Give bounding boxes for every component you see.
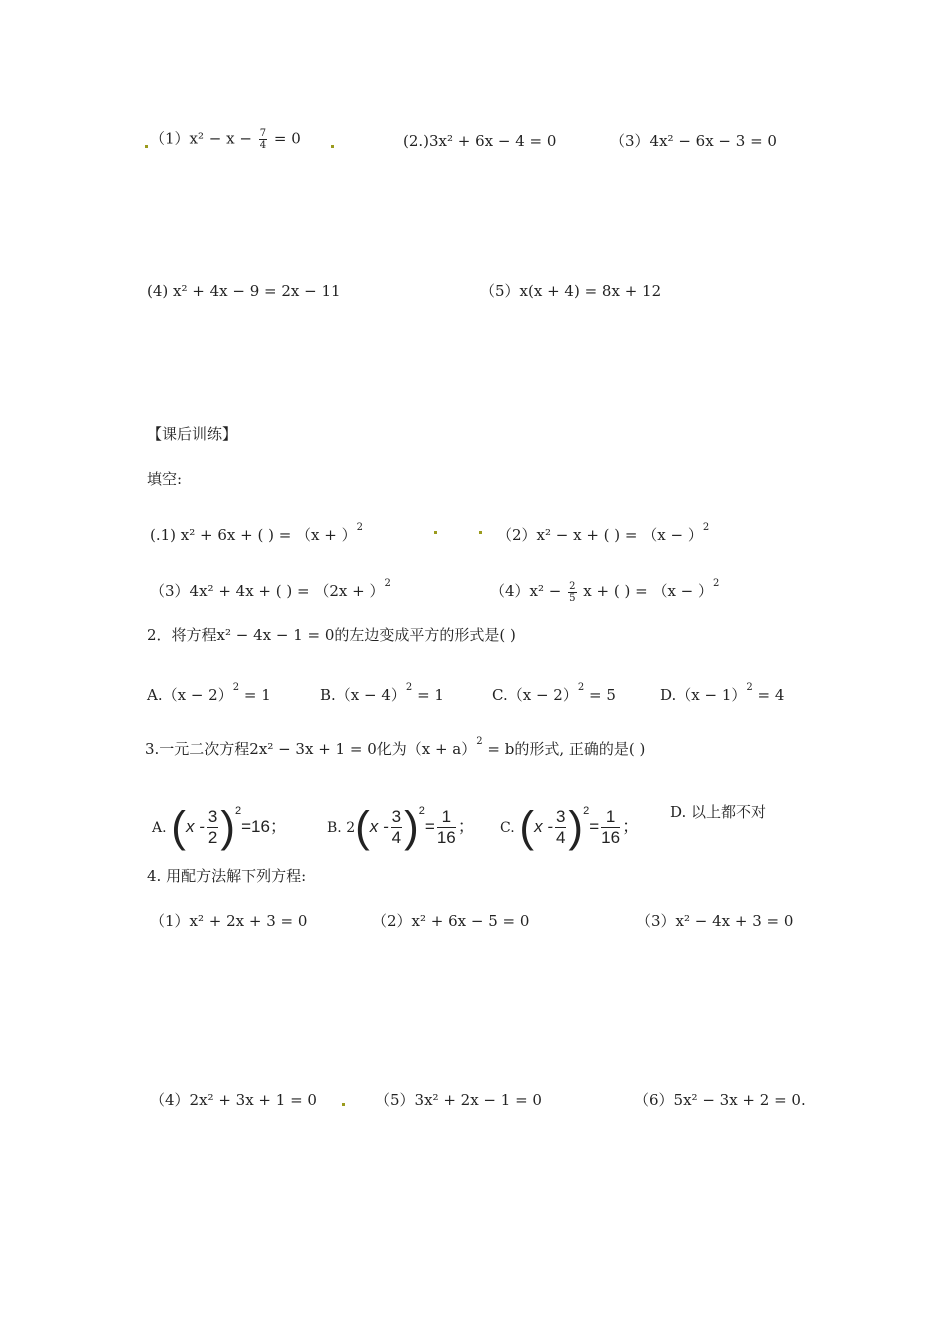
q2-option-d: $D.(x - 1)^2 = 4$	[660, 682, 785, 704]
marker-dot	[145, 145, 148, 148]
q4-equation-5: （5）3x² + 2x − 1 = 0	[375, 1091, 542, 1109]
fraction: $\frac{7}{4}$	[259, 128, 267, 151]
marker-dot	[479, 531, 482, 534]
q3-option-b: B. 2(x - $\frac{3}{4}$ )$^2$= $\frac{1}{16}$ ；	[327, 802, 475, 852]
q4-equation-6: （6）5x² − 3x + 2 = 0.	[634, 1091, 806, 1109]
question-4-stem: 4. 用配方法解下列方程:	[147, 867, 307, 885]
q4-equation-1: （1）x² + 2x + 3 = 0	[150, 912, 308, 930]
practice-eq-5: （5）x(x + 4) = 8x + 12	[480, 282, 662, 300]
practice-eq-4: (4) x² + 4x − 9 = 2x − 11	[147, 282, 341, 300]
fill-item-4: （4）x² − $\frac{2}{5}$ x + ( ) = $(x - )^2$	[490, 578, 720, 604]
fill-item-3: （3）4x² + 4x + ( ) = $(2x + )^2$	[150, 578, 391, 600]
q4-equation-4: （4）2x² + 3x + 1 = 0	[150, 1091, 317, 1109]
q2-option-a: $A.(x - 2)^2 = 1$	[147, 682, 271, 704]
q3-option-c: C. (x - $\frac{3}{4}$ )$^2$= $\frac{1}{16}$ ；	[500, 802, 640, 852]
q3-option-d: D. 以上都不对	[670, 803, 767, 821]
q4-equation-2: （2）x² + 6x − 5 = 0	[372, 912, 530, 930]
marker-dot	[331, 145, 334, 148]
section-title: 【课后训练】	[147, 425, 238, 443]
fill-item-2: （2）x² − x + ( ) = $(x - )^2$	[497, 522, 710, 544]
q4-equation-3: （3）x² − 4x + 3 = 0	[636, 912, 794, 930]
marker-dot	[434, 531, 437, 534]
marker-dot	[342, 1103, 345, 1106]
fill-label: 填空:	[147, 470, 183, 488]
q2-option-c: $C.(x - 2)^2 = 5$	[492, 682, 616, 704]
q2-option-b: $B.(x - 4)^2 = 1$	[320, 682, 444, 704]
question-2-stem: 2．将方程x² − 4x − 1 = 0的左边变成平方的形式是( )	[147, 626, 516, 644]
q3-option-a: A. (x - $\frac{3}{2}$ )$^2$=16；	[152, 802, 287, 852]
question-3-stem: 3.一元二次方程2x² − 3x + 1 = 0化为$(x + a)^2 = b$的形式, 正确的是( )	[145, 736, 646, 758]
practice-eq-2: (2.)3x² + 6x − 4 = 0	[403, 132, 557, 150]
fill-item-1: (.1) x² + 6x + ( ) = $(x + )^2$	[150, 522, 363, 544]
practice-eq-1: （1）x² − x − $\frac{7}{4}$ = 0	[150, 128, 301, 151]
fraction: $\frac{2}{5}$	[569, 580, 576, 604]
practice-eq-3: （3）4x² − 6x − 3 = 0	[610, 132, 777, 150]
